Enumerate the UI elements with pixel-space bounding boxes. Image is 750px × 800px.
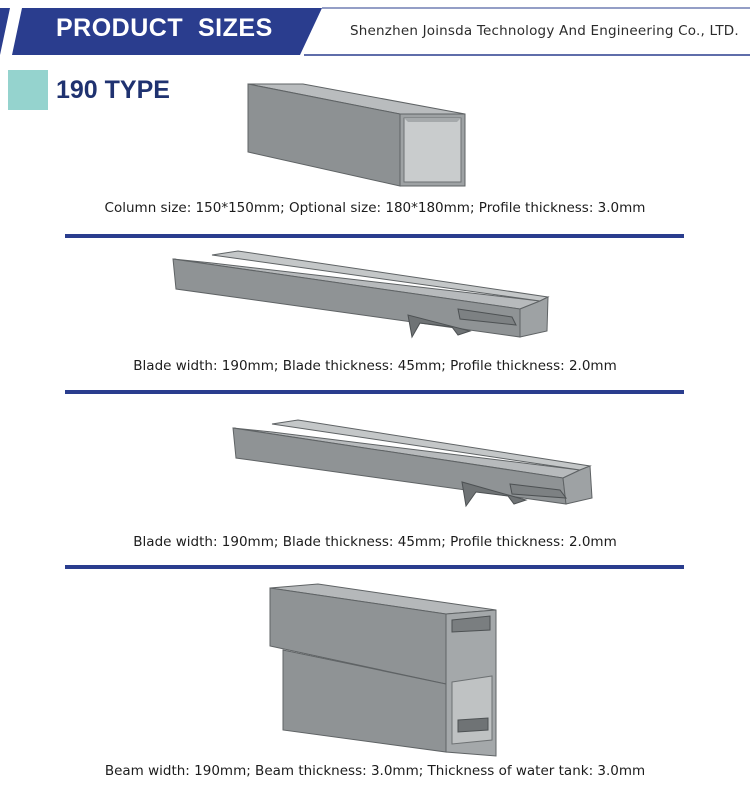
section-divider-1	[65, 234, 684, 238]
column-profile-image	[0, 80, 750, 190]
blade-profile-image-2	[0, 418, 750, 513]
product-caption-2: Blade width: 190mm; Blade thickness: 45mm; Profile thickness: 2.0mm	[133, 358, 617, 374]
beam-profile-image	[0, 580, 750, 760]
blade-profile-image-1	[0, 245, 750, 345]
product-caption-1: Column size: 150*150mm; Optional size: 180*180mm; Profile thickness: 3.0mm	[104, 200, 646, 216]
section-divider-2	[65, 390, 684, 394]
section-divider-3	[65, 565, 684, 569]
product-caption-4: Beam width: 190mm; Beam thickness: 3.0mm; Thickness of water tank: 3.0mm	[104, 763, 646, 779]
section-title: 190 TYPE	[56, 76, 170, 104]
company-name: Shenzhen Joinsda Technology And Engineering Co., LTD.	[350, 23, 739, 39]
product-caption-3: Blade width: 190mm; Blade thickness: 45mm; Profile thickness: 2.0mm	[133, 534, 617, 550]
header-banner	[0, 0, 750, 62]
page-title: PRODUCT SIZES	[56, 14, 273, 42]
